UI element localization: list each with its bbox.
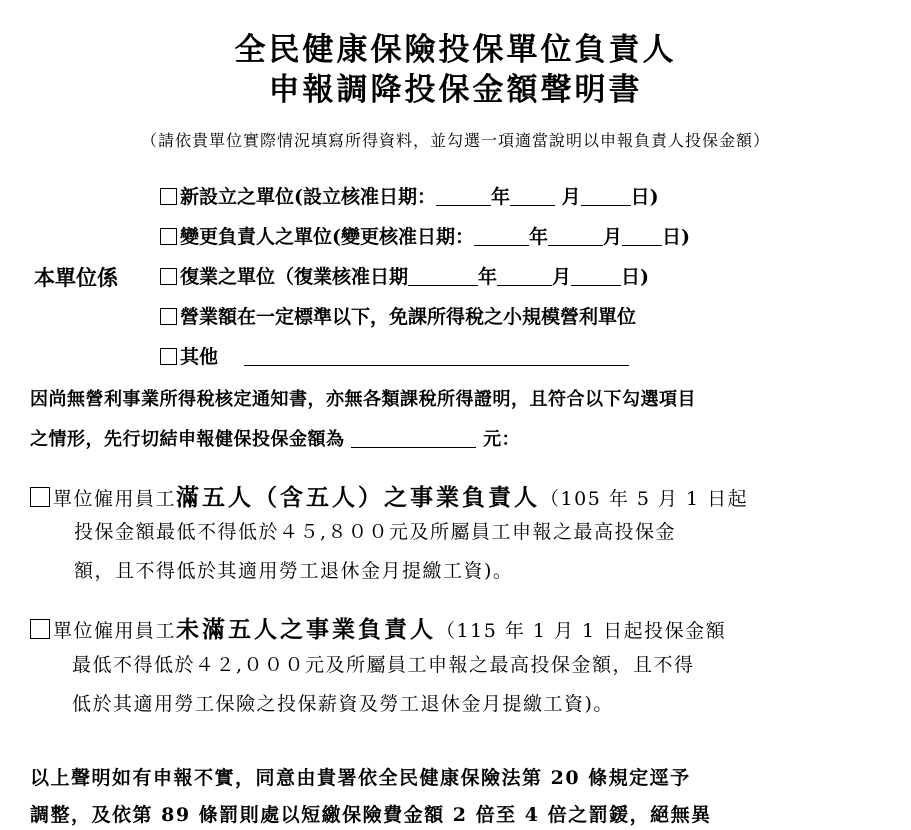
title-line-2: 申報調降投保金額聲明書 [268, 72, 643, 108]
day-blank[interactable] [571, 267, 621, 286]
option-small-business: 營業額在一定標準以下，免課所得稅之小規模營利單位 [160, 302, 636, 329]
closing-line-1: 以上聲明如有申報不實，同意由貴署依全民健康保險法第 20 條規定逕予 [30, 767, 691, 789]
checkbox[interactable] [160, 188, 177, 205]
day-blank[interactable] [581, 187, 631, 206]
month-blank[interactable] [548, 227, 603, 246]
year-blank[interactable] [436, 187, 491, 206]
checkbox[interactable] [160, 348, 177, 365]
choice-five-or-more: 單位僱用員工滿五人（含五人）之事業負責人（105 年 5 月 1 日起 [30, 479, 748, 512]
checkbox[interactable] [160, 308, 177, 325]
checkbox[interactable] [160, 268, 177, 285]
checkbox[interactable] [30, 487, 50, 507]
closing-line-2: 調整，及依第 89 條罰則處以短繳保險費金額 2 倍至 4 倍之罰鍰，絕無異 [30, 804, 712, 826]
choice-under-five: 單位僱用員工未滿五人之事業負責人（115 年 1 月 1 日起投保金額 [30, 611, 726, 644]
option-resume: 復業之單位（復業核准日期 年 月 日) [160, 262, 649, 289]
option-change-owner: 變更負責人之單位(變更核准日期： 年 月 日) [160, 222, 690, 249]
statement-line-1: 因尚無營利事業所得稅核定通知書，亦無各類課稅所得證明，且符合以下勾選項目 [30, 389, 696, 410]
unit-label: 本單位係 [34, 265, 118, 290]
month-blank[interactable] [497, 267, 552, 286]
choice-2-line-3: 低於其適用勞工保險之投保薪資及勞工退休金月提繳工資)。 [72, 693, 614, 715]
statement-line-2: 之情形，先行切結申報健保投保金額為 元： [30, 429, 521, 450]
day-blank[interactable] [622, 227, 662, 246]
amount-blank[interactable] [351, 429, 476, 448]
choice-2-line-2: 最低不得低於４２,０００元及所屬員工申報之最高投保金額，且不得 [72, 654, 695, 676]
instructions: （請依貴單位實際情況填寫所得資料，並勾選一項適當說明以申報負責人投保金額） [140, 131, 770, 150]
title-line-1: 全民健康保險投保單位負責人 [234, 32, 677, 68]
month-blank[interactable] [510, 187, 555, 206]
year-blank[interactable] [474, 227, 529, 246]
choice-1-line-2: 投保金額最低不得低於４５,８００元及所屬員工申報之最高投保金 [74, 521, 677, 543]
option-other: 其他 [160, 342, 629, 369]
year-blank[interactable] [408, 267, 478, 286]
other-blank[interactable] [244, 347, 629, 366]
checkbox[interactable] [160, 228, 177, 245]
choice-1-line-3: 額，且不得低於其適用勞工退休金月提繳工資)。 [74, 560, 514, 582]
option-new-unit: 新設立之單位(設立核准日期： 年 月 日) [160, 182, 659, 209]
checkbox[interactable] [30, 619, 50, 639]
